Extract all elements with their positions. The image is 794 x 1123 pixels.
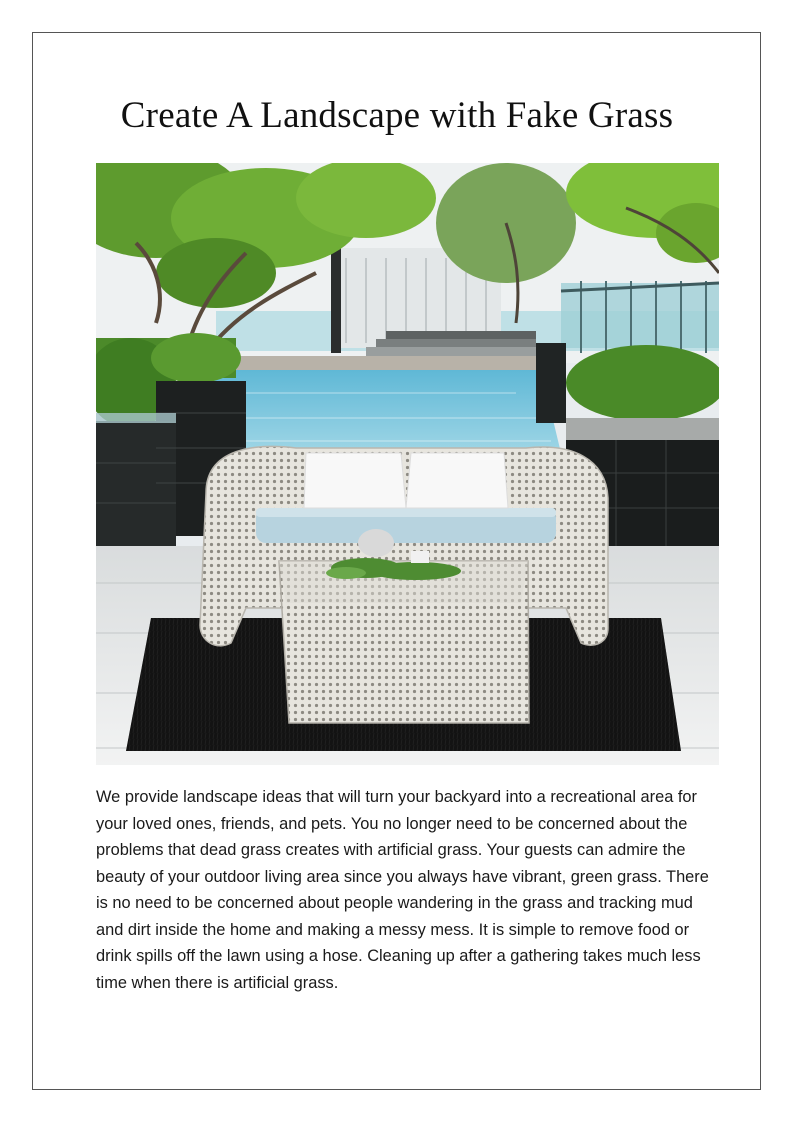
patio-photo — [96, 163, 719, 765]
page-title: Create A Landscape with Fake Grass — [120, 95, 674, 136]
body-paragraph: We provide landscape ideas that will turn your backyard into a recreational area for your loved ones, friends, and pets. You no longer need to be concerned about the problems that dead grass creates with artificial grass. Your guests can admire the beauty of your outdoor living area since you always have vibrant, green grass. There is no need to be concerned about people wandering in the grass and tracking mud and dirt inside the home and making a messy mess. It is simple to remove food or drink spills off the lawn using a hose. Cleaning up after a gathering takes much less time when there is artificial grass. — [96, 788, 709, 992]
